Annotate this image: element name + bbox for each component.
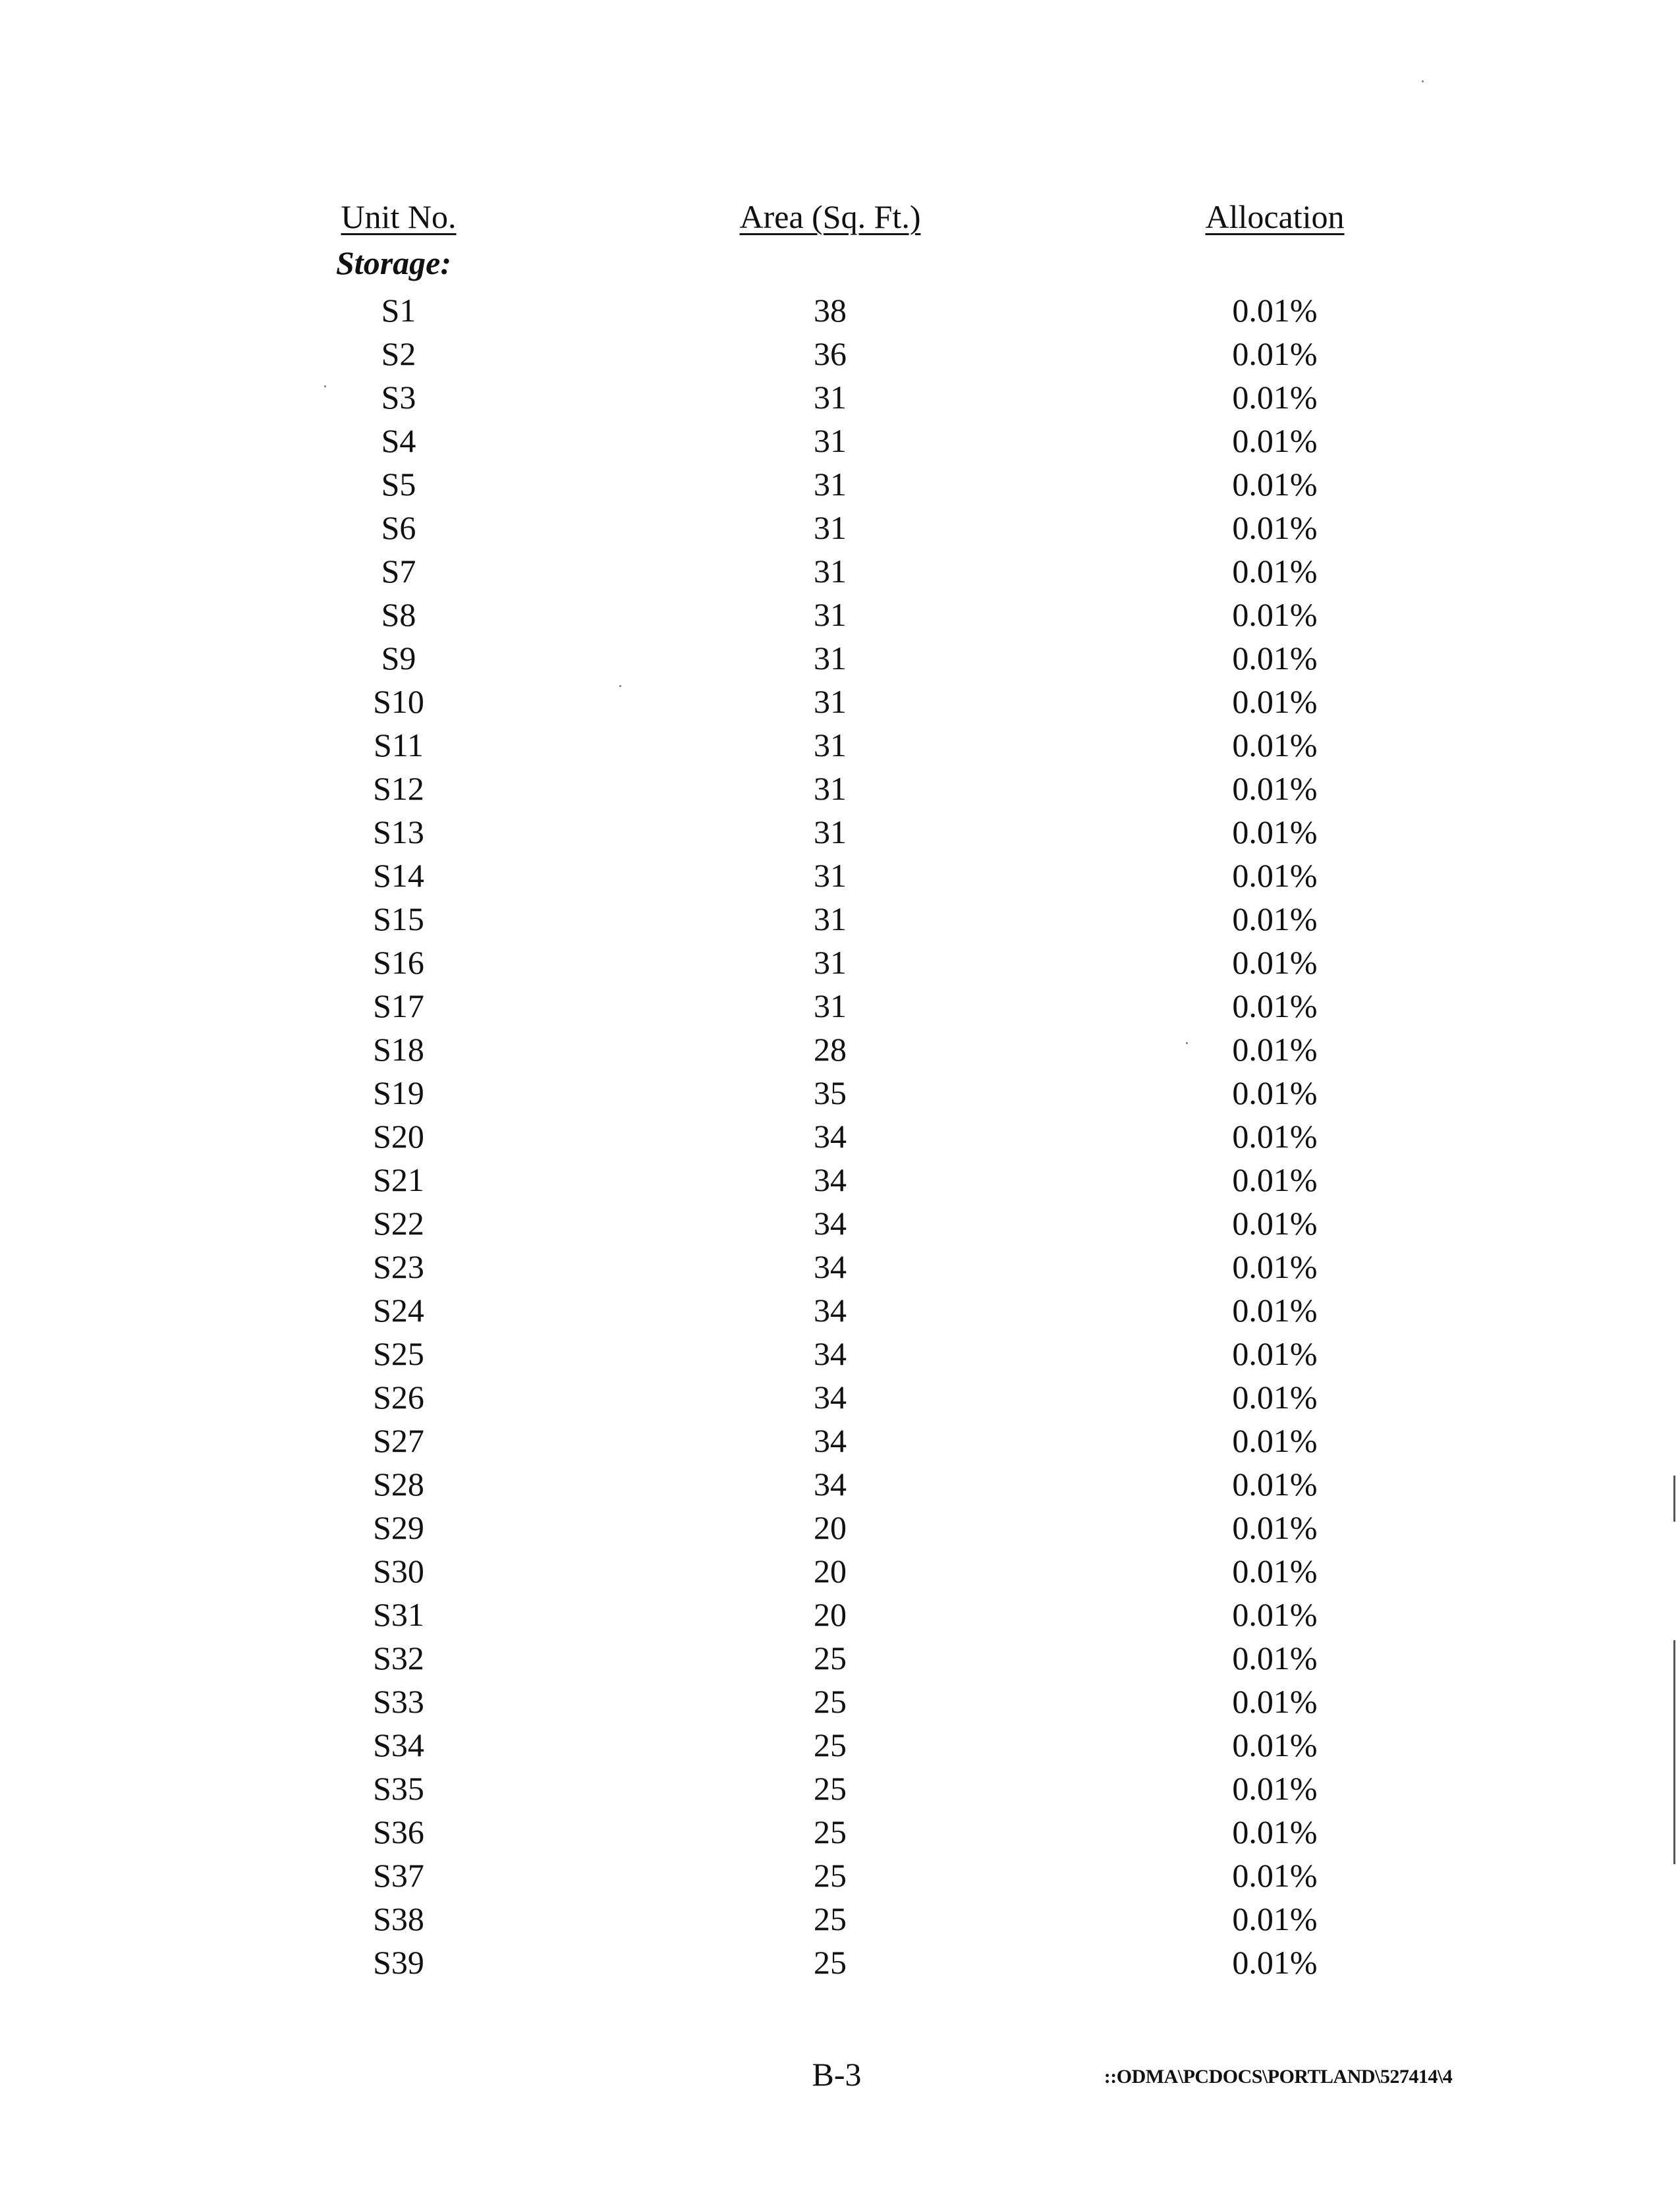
area-cell: 34 [814,1466,847,1503]
table-row [0,1419,1680,1462]
table-header-row [0,198,1680,244]
area-cell: 31 [814,683,847,720]
area-cell: 20 [814,1596,847,1633]
table-row [0,723,1680,767]
allocation-cell: 0.01% [1232,1509,1318,1546]
table-row [0,1941,1680,1984]
unit-cell: S2 [381,335,416,372]
allocation-cell: 0.01% [1232,553,1318,590]
area-cell: 25 [814,1813,847,1850]
unit-cell: S24 [373,1292,424,1329]
area-cell: 31 [814,509,847,546]
allocation-cell: 0.01% [1232,1683,1318,1720]
table-row [0,375,1680,419]
unit-cell: S1 [381,292,416,329]
scan-margin-mark [1673,1640,1675,1864]
scan-speck [619,685,621,687]
area-cell: 34 [814,1379,847,1416]
allocation-cell: 0.01% [1232,1205,1318,1242]
area-cell: 34 [814,1205,847,1242]
allocation-header-text: Allocation [1205,198,1345,235]
allocation-cell: 0.01% [1232,1640,1318,1676]
table-row [0,289,1680,332]
table-row [0,1593,1680,1636]
allocation-cell: 0.01% [1232,1031,1318,1068]
table-body [0,289,1680,1984]
table-row [0,1767,1680,1810]
area-header [692,198,968,236]
unit-cell: S39 [373,1944,424,1981]
area-cell: 31 [814,422,847,459]
unit-cell: S28 [373,1466,424,1503]
unit-cell: S15 [373,900,424,937]
table-row [0,680,1680,723]
unit-cell: S25 [373,1335,424,1372]
table-row [0,1723,1680,1767]
table-row [0,1332,1680,1375]
table-row [0,1375,1680,1419]
allocation-cell: 0.01% [1232,422,1318,459]
area-cell: 35 [814,1074,847,1111]
area-cell: 34 [814,1248,847,1285]
unit-cell: S7 [381,553,416,590]
allocation-cell: 0.01% [1232,1944,1318,1981]
area-cell: 25 [814,1857,847,1894]
area-cell: 31 [814,814,847,850]
unit-cell: S27 [373,1422,424,1459]
area-cell: 31 [814,596,847,633]
area-cell: 34 [814,1118,847,1155]
allocation-cell: 0.01% [1232,1857,1318,1894]
table-row [0,1549,1680,1593]
unit-cell: S30 [373,1553,424,1590]
allocation-cell: 0.01% [1232,1379,1318,1416]
allocation-cell: 0.01% [1232,857,1318,894]
table-row [0,810,1680,854]
allocation-cell: 0.01% [1232,1770,1318,1807]
allocation-cell: 0.01% [1232,1553,1318,1590]
area-cell: 38 [814,292,847,329]
unit-cell: S33 [373,1683,424,1720]
area-cell: 20 [814,1509,847,1546]
unit-cell: S19 [373,1074,424,1111]
area-cell: 34 [814,1335,847,1372]
area-cell: 25 [814,1727,847,1763]
table-row [0,593,1680,636]
allocation-cell: 0.01% [1232,814,1318,850]
area-header-text: Area (Sq. Ft.) [739,198,921,235]
table-row [0,419,1680,462]
unit-cell: S26 [373,1379,424,1416]
document-path: ::ODMA\PCDOCS\PORTLAND\527414\4 [1104,2066,1453,2088]
unit-cell: S34 [373,1727,424,1763]
table-row [0,332,1680,375]
table-row [0,1028,1680,1071]
allocation-cell: 0.01% [1232,1335,1318,1372]
unit-cell: S6 [381,509,416,546]
unit-cell: S29 [373,1509,424,1546]
table-row [0,1288,1680,1332]
area-cell: 20 [814,1553,847,1590]
unit-cell: S37 [373,1857,424,1894]
table-row [0,984,1680,1028]
area-cell: 25 [814,1944,847,1981]
unit-no-header [290,198,507,236]
unit-cell: S4 [381,422,416,459]
scan-margin-mark [1673,1476,1675,1522]
unit-cell: S22 [373,1205,424,1242]
allocation-cell: 0.01% [1232,1813,1318,1850]
allocation-cell: 0.01% [1232,466,1318,503]
unit-cell: S14 [373,857,424,894]
area-cell: 25 [814,1683,847,1720]
unit-no-header-text: Unit No. [341,198,457,235]
scan-speck [1186,1042,1188,1044]
allocation-cell: 0.01% [1232,379,1318,416]
area-cell: 36 [814,335,847,372]
area-cell: 31 [814,770,847,807]
unit-cell: S11 [374,727,424,763]
area-cell: 31 [814,900,847,937]
table-row [0,1462,1680,1506]
table-row [0,506,1680,549]
area-cell: 28 [814,1031,847,1068]
allocation-cell: 0.01% [1232,1161,1318,1198]
allocation-header [1140,198,1410,236]
unit-cell: S9 [381,640,416,677]
allocation-cell: 0.01% [1232,1727,1318,1763]
table-row [0,897,1680,941]
allocation-cell: 0.01% [1232,1596,1318,1633]
area-cell: 31 [814,944,847,981]
table-row [0,1115,1680,1158]
allocation-cell: 0.01% [1232,1900,1318,1937]
area-cell: 34 [814,1161,847,1198]
allocation-cell: 0.01% [1232,1118,1318,1155]
area-cell: 31 [814,466,847,503]
unit-cell: S13 [373,814,424,850]
unit-cell: S35 [373,1770,424,1807]
area-cell: 34 [814,1422,847,1459]
area-cell: 25 [814,1640,847,1676]
unit-cell: S20 [373,1118,424,1155]
allocation-cell: 0.01% [1232,987,1318,1024]
table-row [0,941,1680,984]
allocation-cell: 0.01% [1232,683,1318,720]
allocation-cell: 0.01% [1232,727,1318,763]
allocation-cell: 0.01% [1232,1422,1318,1459]
unit-cell: S3 [381,379,416,416]
page-number: B-3 [812,2056,862,2093]
table-row [0,1071,1680,1115]
area-cell: 31 [814,727,847,763]
allocation-cell: 0.01% [1232,335,1318,372]
table-row [0,1897,1680,1941]
table-row [0,1202,1680,1245]
allocation-cell: 0.01% [1232,1248,1318,1285]
allocation-cell: 0.01% [1232,900,1318,937]
allocation-cell: 0.01% [1232,770,1318,807]
table-row [0,636,1680,680]
unit-cell: S16 [373,944,424,981]
table-row [0,462,1680,506]
table-row [0,1245,1680,1288]
scan-speck [324,385,326,387]
area-cell: 25 [814,1900,847,1937]
allocation-cell: 0.01% [1232,509,1318,546]
table-row [0,1854,1680,1897]
area-cell: 34 [814,1292,847,1329]
unit-cell: S8 [381,596,416,633]
area-cell: 31 [814,553,847,590]
allocation-cell: 0.01% [1232,640,1318,677]
allocation-cell: 0.01% [1232,1466,1318,1503]
table-row [0,1506,1680,1549]
scan-speck [1422,80,1424,82]
unit-cell: S17 [373,987,424,1024]
unit-cell: S38 [373,1900,424,1937]
unit-cell: S36 [373,1813,424,1850]
area-cell: 31 [814,987,847,1024]
unit-cell: S23 [373,1248,424,1285]
table-row [0,1680,1680,1723]
table-row [0,1636,1680,1680]
table-row [0,854,1680,897]
unit-cell: S5 [381,466,416,503]
unit-cell: S12 [373,770,424,807]
area-cell: 25 [814,1770,847,1807]
storage-section-label: Storage: [336,244,451,281]
area-cell: 31 [814,379,847,416]
unit-cell: S10 [373,683,424,720]
unit-cell: S18 [373,1031,424,1068]
unit-cell: S21 [373,1161,424,1198]
allocation-cell: 0.01% [1232,1074,1318,1111]
allocation-cell: 0.01% [1232,1292,1318,1329]
table-row [0,767,1680,810]
area-cell: 31 [814,640,847,677]
allocation-cell: 0.01% [1232,292,1318,329]
unit-cell: S31 [373,1596,424,1633]
unit-cell: S32 [373,1640,424,1676]
table-row [0,549,1680,593]
table-row [0,1810,1680,1854]
table-row [0,1158,1680,1202]
allocation-cell: 0.01% [1232,596,1318,633]
area-cell: 31 [814,857,847,894]
allocation-cell: 0.01% [1232,944,1318,981]
